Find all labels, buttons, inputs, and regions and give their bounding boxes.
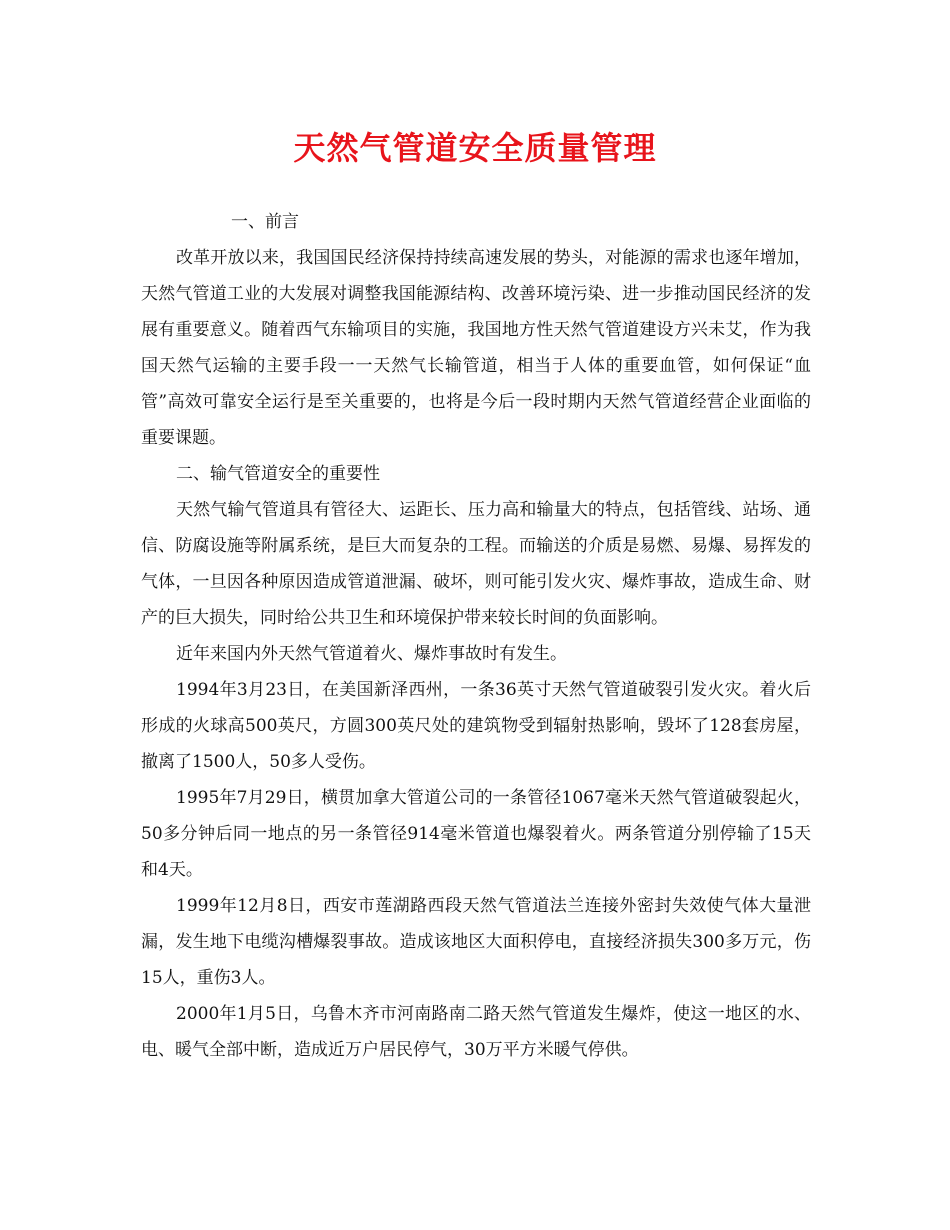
section-heading-preface: 一、前言 [231,212,299,232]
paragraph-accident-1994: 1994年3月23日，在美国新泽西州，一条36英寸天然气管道破裂引发火灾。着火后形成的火球高500英尺，方圆300英尺处的建筑物受到辐射热影响，毁坏了128套房屋，撤离了1500人，50多人受伤。 [141,680,811,772]
document-title: 天然气管道安全质量管理 [293,129,657,167]
paragraph-accident-2000: 2000年1月5日，乌鲁木齐市河南路南二路天然气管道发生爆炸，使这一地区的水、电、暖气全部中断，造成近万户居民停气，30万平方米暖气停供。 [141,1004,811,1060]
section-heading-importance: 二、输气管道安全的重要性 [176,464,380,484]
paragraph-accident-1999: 1999年12月8日，西安市莲湖路西段天然气管道法兰连接外密封失效使气体大量泄漏，发生地下电缆沟槽爆裂事故。造成该地区大面积停电，直接经济损失300多万元，伤15人，重伤3人。 [141,896,811,988]
paragraph-preface: 改革开放以来，我国国民经济保持持续高速发展的势头，对能源的需求也逐年增加，天然气管道工业的大发展对调整我国能源结构、改善环境污染、进一步推动国民经济的发展有重要意义。随着西气东输项目的实施，我国地方性天然气管道建设方兴未艾，作为我国天然气运输的主要手段一一天然气长输管道，相当于人体的重要血管，如何保证“血管”高效可靠安全运行是至关重要的，也将是今后一段时期内天然气管道经营企业面临的重要课题。 [141,248,811,448]
paragraph-accident-1995: 1995年7月29日，横贯加拿大管道公司的一条管径1067毫米天然气管道破裂起火，50多分钟后同一地点的另一条管径914毫米管道也爆裂着火。两条管道分别停输了15天和4天。 [141,788,811,880]
paragraph-accidents-intro: 近年来国内外天然气管道着火、爆炸事故时有发生。 [176,644,567,664]
document-body [141,204,811,1068]
paragraph-pipeline-characteristics: 天然气输气管道具有管径大、运距长、压力高和输量大的特点，包括管线、站场、通信、防腐设施等附属系统，是巨大而复杂的工程。而输送的介质是易燃、易爆、易挥发的气体，一旦因各种原因造成管道泄漏、破坏，则可能引发火灾、爆炸事故，造成生命、财产的巨大损失，同时给公共卫生和环境保护带来较长时间的负面影响。 [141,500,811,628]
